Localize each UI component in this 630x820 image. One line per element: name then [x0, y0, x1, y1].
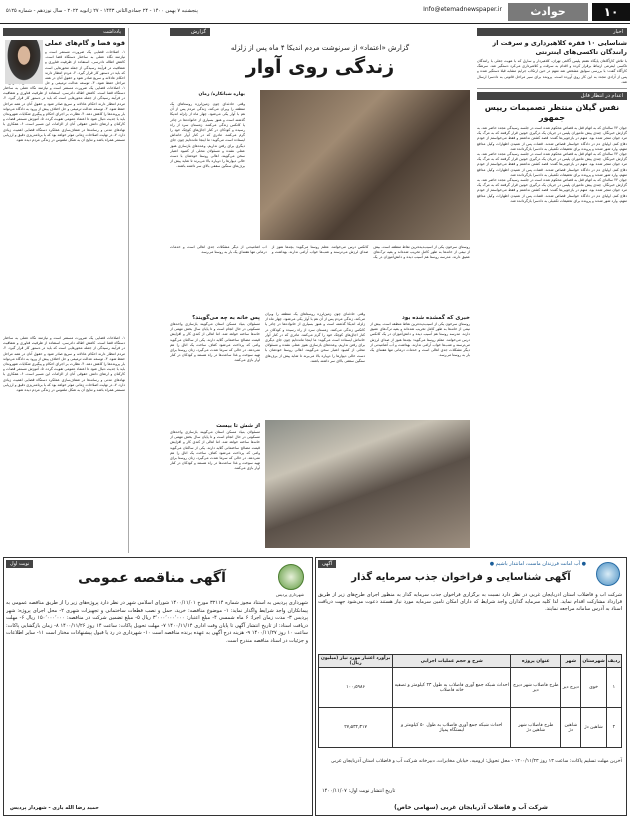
- table-cell: خوی: [581, 668, 606, 708]
- table-cell: ۲: [606, 708, 621, 748]
- feature-photo-children: [265, 420, 470, 548]
- ad-footer: آخرین مهلت تسلیم پاکات: ساعت ۱۳ روز ۱۴۰۰/۱۱/۲۳ - محل تحویل: ارومیه، خیابان مخابرات، دبیرخانه شرکت آب و فاضلاب استان آذربایجان غربی: [330, 759, 622, 764]
- news-tag-2: اعدام در انتظار قاتل: [477, 92, 627, 100]
- section-label: حوادث: [508, 3, 588, 21]
- tender-signature: حمید رضا الله یاری - شهردار پردیس: [10, 805, 99, 811]
- page-header: [0, 0, 630, 24]
- news-body-2: جوان ۲۴ ساله‌ای که به اتهام قتل به قصاص محکوم شده است در جلسه رسیدگی مجدد حاضر شد. به گزارش خبرنگار، چندی پیش ماموران پلیس در جریان یک درگیری خونین قرار گرفتند که به مرگ یک مرد جوان منجر شده بود. متهم در بازجویی‌ها گفت: قصد کشتن نداشتم و فقط می‌خواستم از خودم دفاع کنم. اولیای دم در دادگاه خواستار قصاص شدند. قضات پس از شنیدن اظهارات وکیل مدافع متهم، وارد شور شدند و پرونده برای تحقیقات تکمیلی به دادسرا بازگردانده شد.: [477, 126, 627, 151]
- feature-body-a: وقتی حادثه‌ای چون زمین‌لرزه روستاهای یک منطقه را ویران می‌کند، زندگی مردم پس از آن هم با آوار یکی می‌شود. چهار ماه از زلزله اندیکا گذشته است و هنوز بسیاری از خانواده‌ها در چادر یا کانکس زندگی می‌کنند. زمستان سرد از راه رسیده و کودکان در کنار اجاق‌های کوچک خود را گرم می‌کنند. مادری که در کنار آوار خانه‌اش ایستاده است می‌گوید: ما اینجا مانده‌ایم چون جای دیگری برای رفتن نداریم. وعده‌های بازسازی هنوز عملی نشده و مسئولان محلی از کمبود اعتبار سخن می‌گویند. اهالی روستا خودشان با دست خالی دیوارها را دوباره بالا می‌برند تا شاید پیش از برف‌های سنگین سقفی بالای سر داشته باشند.: [170, 102, 245, 169]
- news-headline-2: نفس گیلان منتظر تصمیمات رییس جمهور: [484, 103, 620, 123]
- org-name: شهرداری پردیس: [276, 592, 304, 597]
- ad-title: آگهی شناسایی و فراخوان جذب سرمایه گذار: [351, 572, 571, 583]
- news-body-2-cont2: جوان ۲۴ ساله‌ای که به اتهام قتل به قصاص محکوم شده است در جلسه رسیدگی مجدد حاضر شد. به گزارش خبرنگار، چندی پیش ماموران پلیس در جریان یک درگیری خونین قرار گرفتند که به مرگ یک مرد جوان منجر شده بود. متهم در بازجویی‌ها گفت: قصد کشتن نداشتم و فقط می‌خواستم از خودم دفاع کنم. اولیای دم در دادگاه خواستار قصاص شدند. قضات پس از شنیدن اظهارات وکیل مدافع متهم، وارد شور شدند و پرونده برای تحقیقات تکمیلی به دادسرا بازگردانده شد.: [477, 178, 627, 203]
- projects-table: [318, 654, 622, 748]
- water-company-logo: [596, 562, 620, 586]
- ad-intro: شرکت آب و فاضلاب استان آذربایجان غربی در نظر دارد نسبت به برگزاری فراخوان جذب سرمایه گذار به منظور اجرای طرح‌های زیر از طریق قرارداد مشارکت اقدام نماید. لذا کلیه سرمایه گذاران واجد شرایط که دارای امکان تامین سرمایه مورد نیاز هستند دعوت می‌شود جهت دریافت اسناد به آدرس سامانه مراجعه نمایند.: [318, 592, 622, 612]
- news-body-1: با تلاش کارآگاهان پایگاه هفتم پلیس آگاهی تهران، کلاهبردار و سارق که با هویت جعلی با رانندگان تاکسی اینترنتی ارتباط برقرار کرده و اقدام به سرقت و کلاهبرداری می‌کرد دستگیر شد. سرهنگ کارآگاه گفت: با بررسی سوابق مشخص شد متهم در حین ارتکاب جرایم مشابه قبلا دستگیر شده و پس از آزادی مجدد به این کار روی آورده است. پرونده برای سیر مراحل قانونی به دادسرا ارسال شد.: [477, 59, 627, 84]
- issue-date: پنجشنبه ۷ بهمن ۱۴۰۰ - ۲۴ جمادی‌الثانی ۱۴۴۳ - ۲۷ ژانویه ۲۰۲۲ - سال نوزدهم - شماره ۵۱۲۵: [6, 8, 198, 14]
- opinion-tag: یادداشت: [3, 28, 125, 36]
- tender-body: شهرداری پردیس به استناد مجوز شماره ۳۲۱۱۴ مورخ ۱۴۰۰/۱۱/۰۱ شورای اسلامی شهر در نظر دارد پروژه‌های زیر را از طریق مناقصه عمومی به پیمانکاران واجد شرایط واگذار نماید: ۱- موضوع مناقصه: خرید، حمل و نصب قطعات ساختمانی و تجهیزات شهری ۲- محل اجرای پروژه: شهر پردیس ۳- مدت زمان اجرا: ۶ ماه شمسی ۴- مبلغ اعتبار: ۳٬۰۰۰٬۰۰۰٬۰۰۰ ریال ۵- مبلغ تضمین شرکت در مناقصه: ۱۵۰٬۰۰۰٬۰۰۰ ریال ۶- مهلت دریافت اسناد: از تاریخ انتشار آگهی تا پایان وقت اداری ۱۴۰۰/۱۱/۱۴ ۷- مهلت تحویل پاکات: ساعت ۱۴ روز ۱۴۰۰/۱۱/۲۶ ۸- زمان بازگشایی پاکات: ساعت ۱۰ روز ۱۴۰۰/۱۱/۲۷ ۹- هزینه درج آگهی به عهده برنده مناقصه است ۱۰- شهرداری در رد یا قبول پیشنهادات مختار است ۱۱- سایر اطلاعات و جزئیات در اسناد مناقصه مندرج است.: [6, 600, 308, 644]
- opinion-body-cont: ۱- اصلاحات قضایی یک ضرورت مستمر است و نیازمند نگاه عملی به ساختار دستگاه قضا است. کاهش اطاله دادرسی، استفاده از ظرفیت فناوری و شفافیت در فرآیند رسیدگی از جمله محورهایی است که باید در دستور کار قرار گیرد. ۲- مردم انتظار دارند احکام عادلانه و سریع صادر شود و حقوق آنان در همه مراحل حفظ شود. ۳- توسعه عدالت ترمیمی و حل اختلاف پیش از ورود به دادگاه می‌تواند بار پرونده‌ها را کاهش دهد. ۴- نظارت بر اجرای احکام و پیگیری شکایات شهروندان باید با جدیت دنبال شود تا اعتماد عمومی تقویت گردد. ۵- آموزش مستمر قضات و کارکنان و ارتقای دانش حقوقی آنان از الزامات این مسیر است. ۶- همکاری با نهادهای مدنی و رسانه‌ها در شفاف‌سازی عملکرد دستگاه قضایی اهمیت زیادی دارد. ۷- در نهایت اصلاحات زمانی موثر خواهد بود که با برنامه‌ریزی دقیق و ارزیابی مستمر همراه باشد و نتایج آن به شکل ملموس در زندگی مردم دیده شود.: [3, 86, 125, 143]
- table-header-cell: عنوان پروژه: [511, 655, 561, 668]
- table-header-cell: برآورد اعتبار مورد نیاز (میلیون ریال): [319, 655, 393, 668]
- feature-subhead-1: پس خانه به چه می‌گویند؟: [192, 315, 260, 321]
- page-number: ۱۰: [592, 3, 630, 21]
- table-cell: شاهین دژ: [561, 708, 581, 748]
- opinion-body: ۱- اصلاحات قضایی یک ضرورت مستمر است و نیازمند نگاه عملی به ساختار دستگاه قضا است. کاهش اطاله دادرسی، استفاده از ظرفیت فناوری و شفافیت در فرآیند رسیدگی از جمله محورهایی است که باید در دستور کار قرار گیرد. ۲- مردم انتظار دارند احکام عادلانه و سریع صادر شود و حقوق آنان در همه مراحل حفظ شود. ۳- توسعه عدالت ترمیمی و حل: [45, 50, 125, 86]
- feature-subhead-2: خبری که گمشده شده بود: [402, 315, 470, 321]
- table-cell: طرح فاضلاب شهر دیزج دیز: [511, 668, 561, 708]
- ad-label: آگهی: [318, 560, 336, 568]
- investment-ad: [315, 557, 627, 816]
- feature-headline: زندگی روی آوار: [245, 56, 395, 78]
- table-header-cell: شهر: [561, 655, 581, 668]
- tender-label: نوبت اول: [6, 560, 33, 568]
- feature-body-d: روستای سرخون یکی از آسیب‌دیده‌ترین نقاط منطقه است. بیش از نیمی از خانه‌ها به طور کامل تخریب شده‌اند و بقیه ترک‌های عمیق دارند. مدرسه روستا هم آسیب دیده و دانش‌آموزان در یک کانکس درس می‌خوانند. معلم روستا می‌گوید: بچه‌ها هنوز از صدای لرزش می‌ترسند و شب‌ها خواب آرامی ندارند. بهداشت و آب آشامیدنی از دیگر مشکلات جدی اهالی است و خدمات درمانی تنها هفته‌ای یک بار به روستا می‌رسد.: [370, 322, 470, 358]
- email-address[interactable]: Info@etemadnewspaper.ir: [423, 6, 502, 13]
- report-tag: گزارش: [170, 28, 210, 36]
- table-cell: شاهین دژ: [581, 708, 606, 748]
- tender-ad: [3, 557, 313, 816]
- table-row: [319, 708, 622, 748]
- table-cell: دیزج دیز: [561, 668, 581, 708]
- tender-title: آگهی مناقصه عمومی: [78, 570, 226, 586]
- table-row: [319, 668, 622, 708]
- right-news-column: [477, 28, 627, 553]
- table-header-cell: ردیف: [606, 655, 621, 668]
- feature-body-b: روستای سرخون یکی از آسیب‌دیده‌ترین نقاط منطقه است. بیش از نیمی از خانه‌ها به طور کامل تخریب شده‌اند و بقیه ترک‌های عمیق دارند. مدرسه روستا هم آسیب دیده و دانش‌آموزان در یک کانکس درس می‌خوانند. معلم روستا می‌گوید: بچه‌ها هنوز از صدای لرزش می‌ترسند و شب‌ها خواب آرامی ندارند. بهداشت و آب آشامیدنی از دیگر مشکلات جدی اهالی است و خدمات درمانی تنها هفته‌ای یک بار به روستا می‌رسد.: [170, 245, 470, 260]
- opinion-title: قوه قضا و گام‌های عملی: [44, 39, 125, 47]
- feature-subhead-3: از شش تا بیست: [216, 423, 260, 429]
- left-opinion-column: [3, 28, 125, 553]
- news-body-2-cont: جوان ۲۴ ساله‌ای که به اتهام قتل به قصاص محکوم شده است در جلسه رسیدگی مجدد حاضر شد. به گزارش خبرنگار، چندی پیش ماموران پلیس در جریان یک درگیری خونین قرار گرفتند که به مرگ یک مرد جوان منجر شده بود. متهم در بازجویی‌ها گفت: قصد کشتن نداشتم و فقط می‌خواستم از خودم دفاع کنم. اولیای دم در دادگاه خواستار قصاص شدند. قضات پس از شنیدن اظهارات وکیل مدافع متهم، وارد شور شدند و پرونده برای تحقیقات تکمیلی به دادسرا بازگردانده شد.: [477, 152, 627, 177]
- feature-byline: بهاره شبانکاره/ زمان: [198, 92, 245, 97]
- table-cell: ۱: [606, 668, 621, 708]
- table-header-cell: شهرستان: [581, 655, 606, 668]
- feature-kicker: گزارش «اعتماد» از سرنوشت مردم اندیکا ۴ ماه پس از زلزله: [230, 44, 410, 52]
- table-header-cell: شرح و حجم عملیات اجرایی: [393, 655, 511, 668]
- municipality-logo: [278, 564, 304, 590]
- ad-date: تاریخ انتشار نوبت اول: ۱۴۰۰/۱۱/۰۷: [322, 788, 396, 794]
- ad-notice: ● آب امانت فرزندان ماست، امانتدار باشیم ●: [489, 561, 586, 567]
- feature-body-f: مسئولان بنیاد مسکن استان می‌گویند بازسازی واحدهای مسکونی در حال انجام است و تا پایان سال بخش مهمی از خانه‌ها ساخته خواهد شد. اما اهالی از کندی کار و افزایش قیمت مصالح ساختمانی گلایه دارند. یکی از ساکنان می‌گوید وامی که پرداخت می‌شود کفاف ساخت یک اتاق را هم نمی‌دهد. در حالی که سرما شدت می‌گیرد، زنان روستا برای تهیه سوخت و غذا ساعت‌ها در راه هستند و کودکان در کنار آوار بازی می‌کنند.: [170, 430, 260, 471]
- feature-body-c: مسئولان بنیاد مسکن استان می‌گویند بازسازی واحدهای مسکونی در حال انجام است و تا پایان سال بخش مهمی از خانه‌ها ساخته خواهد شد. اما اهالی از کندی کار و افزایش قیمت مصالح ساختمانی گلایه دارند. یکی از ساکنان می‌گوید وامی که پرداخت می‌شود کفاف ساخت یک اتاق را هم نمی‌دهد. در حالی که سرما شدت می‌گیرد، زنان روستا برای تهیه سوخت و غذا ساعت‌ها در راه هستند و کودکان در کنار آوار بازی می‌کنند.: [170, 322, 260, 363]
- table-cell: طرح فاضلاب شهر شاهین دژ: [511, 708, 561, 748]
- table-cell: احداث شبکه جمع آوری فاضلاب به طول ۵۰ کیلومتر و ایستگاه پمپاژ: [393, 708, 511, 748]
- divider: [477, 88, 627, 89]
- table-cell: ۲۷٫۵۳۲٫۳۱۷: [319, 708, 393, 748]
- table-cell: ۱۰۰٫۵۹۸۶: [319, 668, 393, 708]
- column-divider: [128, 28, 129, 553]
- news-tag: اخبار: [477, 28, 627, 36]
- ad-company: شرکت آب و فاضلاب آذربایجان غربی (سهامی خاص): [394, 804, 548, 811]
- feature-body-e: وقتی حادثه‌ای چون زمین‌لرزه روستاهای یک منطقه را ویران می‌کند، زندگی مردم پس از آن هم با آوار یکی می‌شود. چهار ماه از زلزله اندیکا گذشته است و هنوز بسیاری از خانواده‌ها در چادر یا کانکس زندگی می‌کنند. زمستان سرد از راه رسیده و کودکان در کنار اجاق‌های کوچک خود را گرم می‌کنند. مادری که در کنار آوار خانه‌اش ایستاده است می‌گوید: ما اینجا مانده‌ایم چون جای دیگری برای رفتن نداریم. وعده‌های بازسازی هنوز عملی نشده و مسئولان محلی از کمبود اعتبار سخن می‌گویند. اهالی روستا خودشان با دست خالی دیوارها را دوباره بالا می‌برند تا شاید پیش از برف‌های سنگین سقفی بالای سر داشته باشند.: [265, 312, 365, 363]
- table-cell: احداث شبکه جمع آوری فاضلاب به طول ۲۳ کیلومتر و تصفیه خانه فاضلاب: [393, 668, 511, 708]
- opinion-body-cont2: ۱- اصلاحات قضایی یک ضرورت مستمر است و نیازمند نگاه عملی به ساختار دستگاه قضا است. کاهش اطاله دادرسی، استفاده از ظرفیت فناوری و شفافیت در فرآیند رسیدگی از جمله محورهایی است که باید در دستور کار قرار گیرد. ۲- مردم انتظار دارند احکام عادلانه و سریع صادر شود و حقوق آنان در همه مراحل حفظ شود. ۳- توسعه عدالت ترمیمی و حل اختلاف پیش از ورود به دادگاه می‌تواند بار پرونده‌ها را کاهش دهد. ۴- نظارت بر اجرای احکام و پیگیری شکایات شهروندان باید با جدیت دنبال شود تا اعتماد عمومی تقویت گردد. ۵- آموزش مستمر قضات و کارکنان و ارتقای دانش حقوقی آنان از الزامات این مسیر است. ۶- همکاری با نهادهای مدنی و رسانه‌ها در شفاف‌سازی عملکرد دستگاه قضایی اهمیت زیادی دارد. ۷- در نهایت اصلاحات زمانی موثر خواهد بود که با برنامه‌ریزی دقیق و ارزیابی مستمر همراه باشد و نتایج آن به شکل ملموس در زندگی مردم دیده شود.: [3, 336, 125, 393]
- author-avatar: [5, 40, 43, 84]
- news-headline-1: شناسایی ۱۰ فقره کلاهبرداری و سرقت از رانندگان تاکسی‌های اینترنتی: [492, 39, 627, 56]
- feature-photo-woman: [260, 90, 470, 240]
